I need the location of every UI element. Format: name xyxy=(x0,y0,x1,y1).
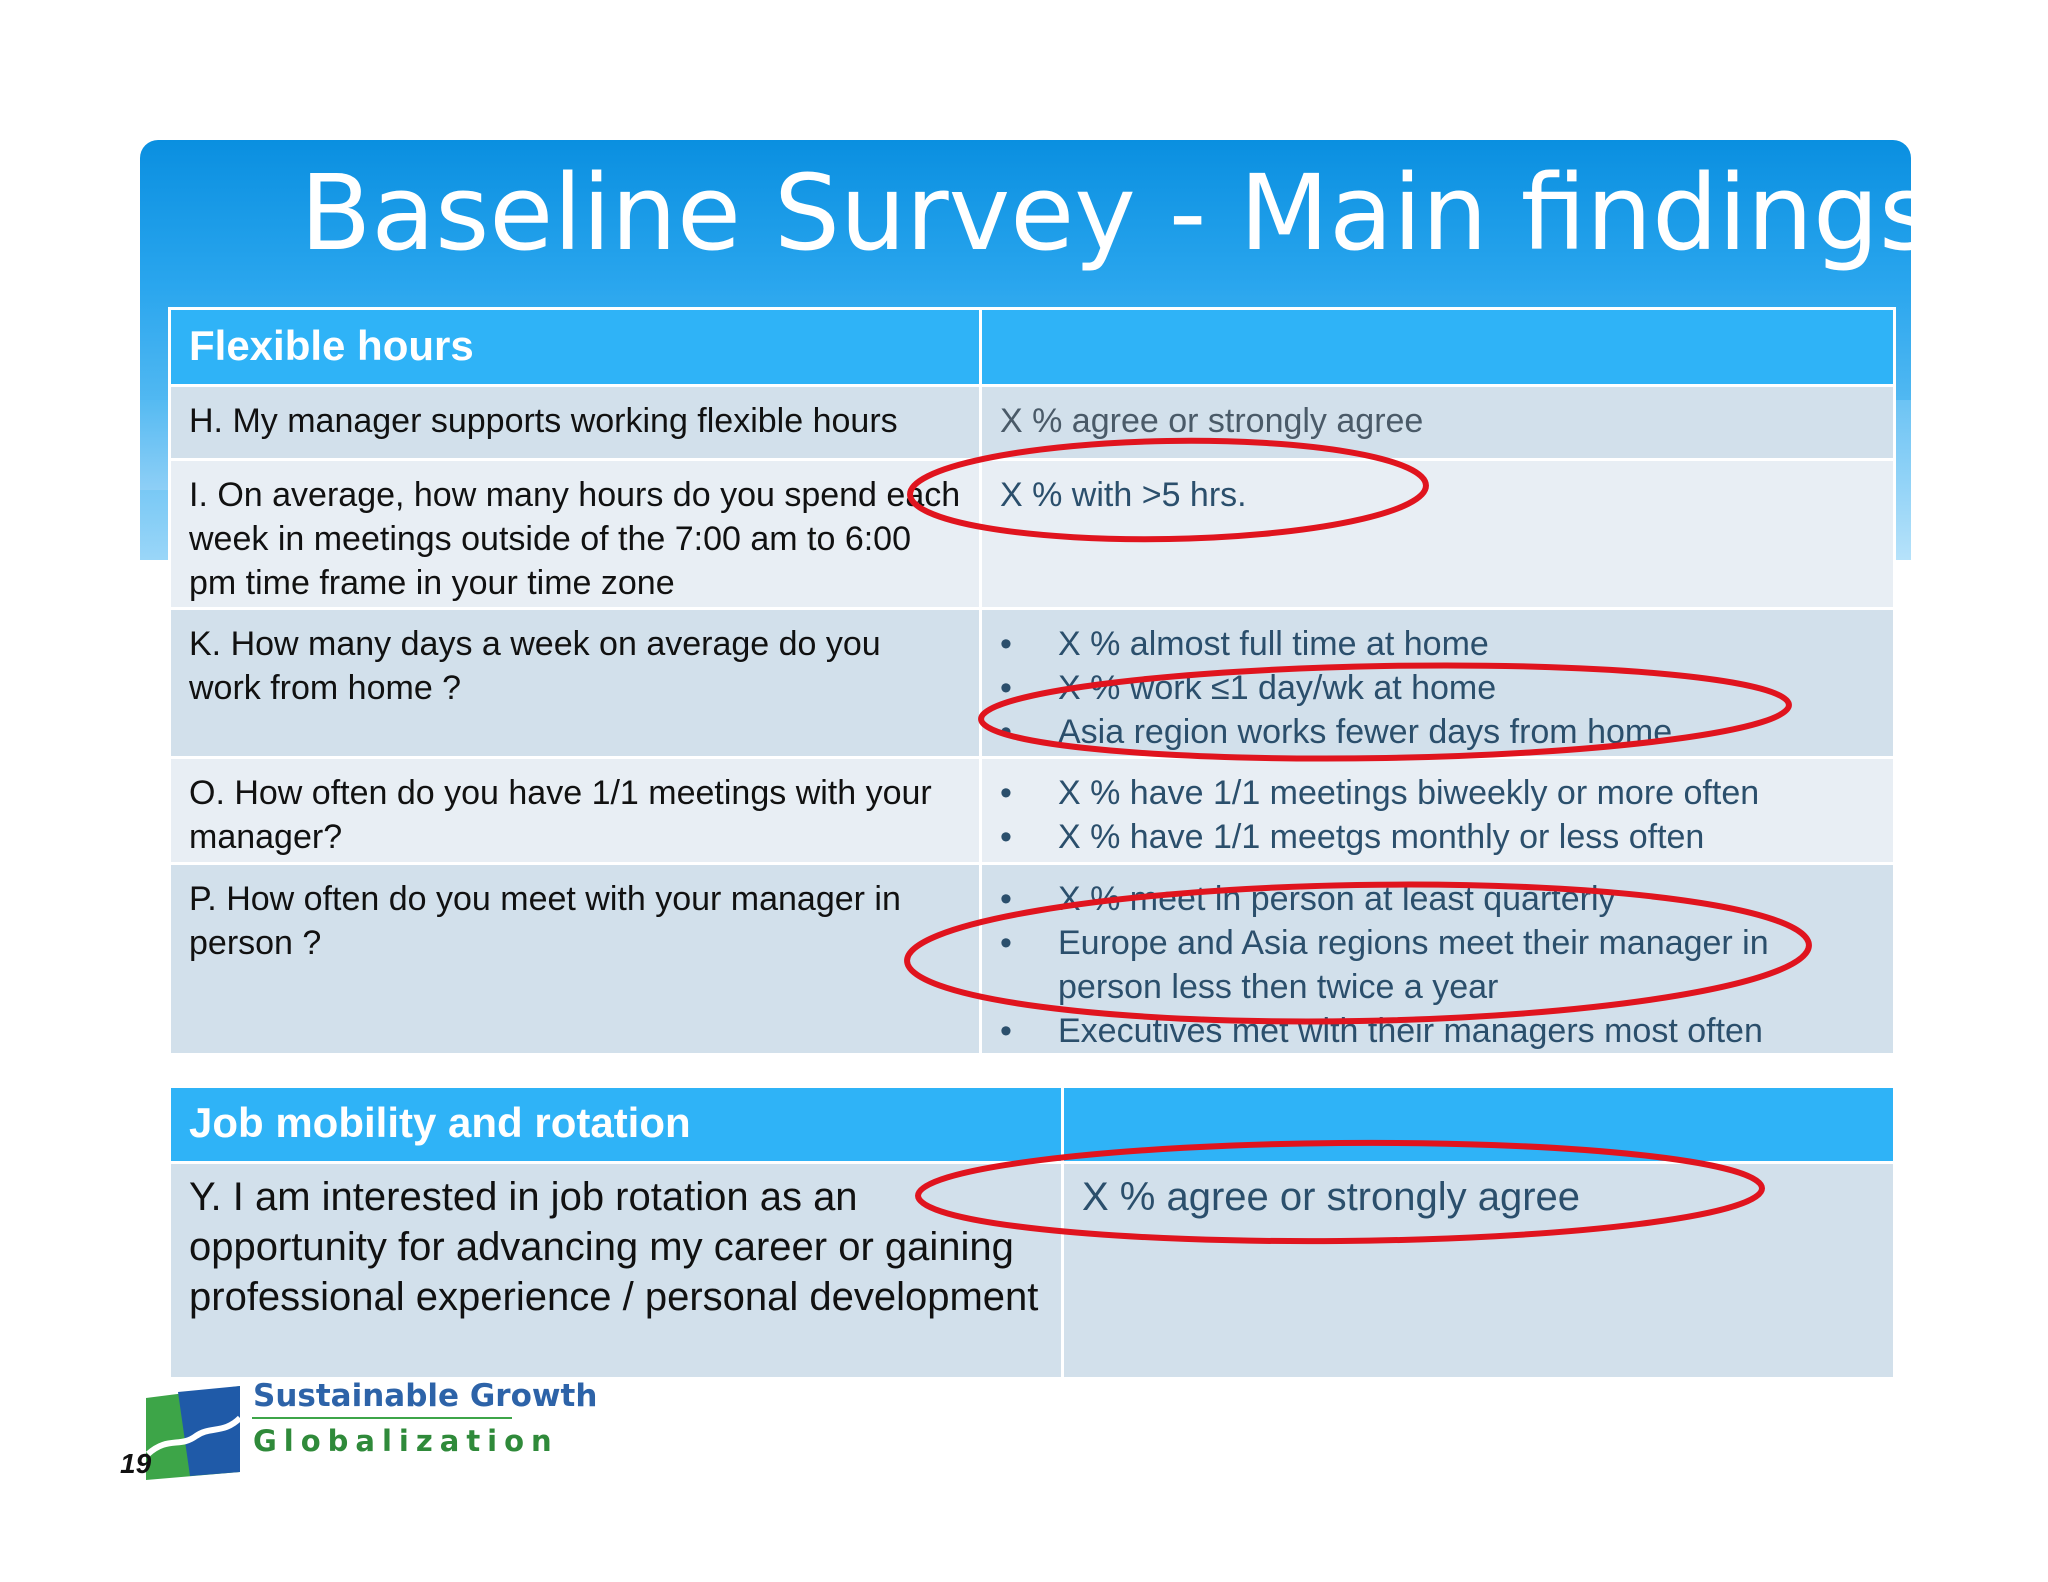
answer-cell: X % with >5 hrs. xyxy=(981,460,1895,609)
table-row xyxy=(170,460,1895,609)
table-row xyxy=(170,864,1895,1055)
bullet-item: • X % have 1/1 meetings biweekly or more often xyxy=(1000,771,1875,815)
job-mobility-table xyxy=(168,1085,1896,1380)
question-cell: I. On average, how many hours do you spend each week in meetings outside of the 7:00 am to 6:00 pm time frame in your time zone xyxy=(170,460,981,609)
question-cell: K. How many days a week on average do you work from home ? xyxy=(170,609,981,758)
header-empty-cell xyxy=(1063,1087,1895,1163)
bullet-list xyxy=(1000,877,1875,1053)
table-row xyxy=(170,609,1895,758)
answer-cell: X % agree or strongly agree xyxy=(981,386,1895,460)
question-cell: O. How often do you have 1/1 meetings with your manager? xyxy=(170,758,981,864)
logo-text-line2: Globalization xyxy=(253,1424,559,1458)
table-row xyxy=(170,1163,1895,1379)
answer-cell: X % agree or strongly agree xyxy=(1063,1163,1895,1379)
question-cell: P. How often do you meet with your manager in person ? xyxy=(170,864,981,1055)
table-row xyxy=(170,758,1895,864)
question-cell: Y. I am interested in job rotation as an opportunity for advancing my career or gaining professional experience / personal development xyxy=(170,1163,1063,1379)
bullet-item: • X % work ≤1 day/wk at home xyxy=(1000,666,1875,710)
bullet-item: • Asia region works fewer days from home xyxy=(1000,710,1875,754)
page-number: 19 xyxy=(120,1448,152,1479)
logo-text-line1: Sustainable Growth xyxy=(253,1378,598,1414)
bullet-item: • X % almost full time at home xyxy=(1000,622,1875,666)
bullet-item: • X % meet in person at least quarterly xyxy=(1000,877,1875,921)
answer-cell xyxy=(981,758,1895,864)
bullet-item: • Executives met with their managers most often xyxy=(1000,1009,1875,1053)
question-cell: H. My manager supports working flexible hours xyxy=(170,386,981,460)
section-header-flexible-hours: Flexible hours xyxy=(170,309,981,386)
bullet-item: • Europe and Asia regions meet their manager in person less then twice a year xyxy=(1000,921,1875,1009)
bullet-list xyxy=(1000,622,1875,754)
header-empty-cell xyxy=(981,309,1895,386)
slide-title: Baseline Survey - Main findings xyxy=(300,152,1934,274)
section-header-job-mobility: Job mobility and rotation xyxy=(170,1087,1063,1163)
answer-cell xyxy=(981,864,1895,1055)
bullet-list xyxy=(1000,771,1875,859)
table-row xyxy=(170,386,1895,460)
flexible-hours-table xyxy=(168,307,1896,1056)
answer-cell xyxy=(981,609,1895,758)
table-header-row xyxy=(170,1087,1895,1163)
bullet-item: • X % have 1/1 meetgs monthly or less often xyxy=(1000,815,1875,859)
table-header-row xyxy=(170,309,1895,386)
